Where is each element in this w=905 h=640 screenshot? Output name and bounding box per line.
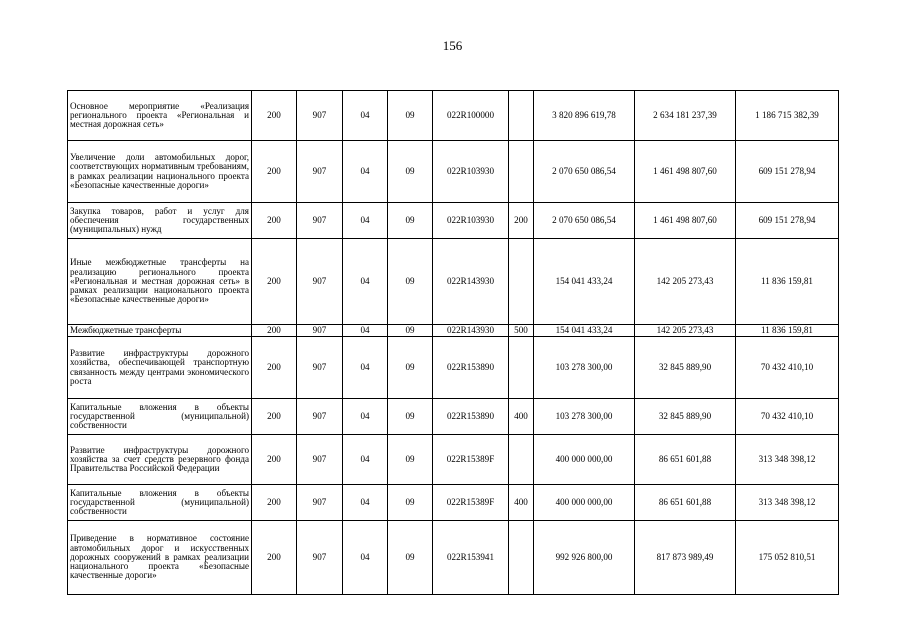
amount-1: 154 041 433,24 bbox=[534, 325, 635, 337]
budget-table bbox=[67, 90, 839, 595]
amount-2: 86 651 601,88 bbox=[635, 485, 736, 521]
amount-3: 70 432 410,10 bbox=[736, 337, 839, 399]
table-row bbox=[68, 337, 839, 399]
code-e: 022R143930 bbox=[433, 325, 509, 337]
code-f bbox=[509, 435, 534, 485]
code-d: 09 bbox=[388, 141, 433, 203]
code-b: 907 bbox=[297, 325, 343, 337]
code-a: 200 bbox=[252, 521, 297, 595]
amount-2: 817 873 989,49 bbox=[635, 521, 736, 595]
code-c: 04 bbox=[343, 485, 388, 521]
code-f: 500 bbox=[509, 325, 534, 337]
table-row bbox=[68, 91, 839, 141]
code-f bbox=[509, 239, 534, 325]
code-f bbox=[509, 521, 534, 595]
page-number: 156 bbox=[442, 38, 463, 53]
code-b: 907 bbox=[297, 435, 343, 485]
amount-1: 400 000 000,00 bbox=[534, 485, 635, 521]
code-b: 907 bbox=[297, 337, 343, 399]
code-b: 907 bbox=[297, 91, 343, 141]
code-d: 09 bbox=[388, 91, 433, 141]
row-name: Капитальные вложения в объекты государственной (муниципальной) собственности bbox=[68, 399, 252, 435]
code-b: 907 bbox=[297, 485, 343, 521]
code-f: 400 bbox=[509, 485, 534, 521]
code-c: 04 bbox=[343, 239, 388, 325]
code-c: 04 bbox=[343, 435, 388, 485]
code-a: 200 bbox=[252, 203, 297, 239]
table-row bbox=[68, 239, 839, 325]
code-d: 09 bbox=[388, 325, 433, 337]
code-a: 200 bbox=[252, 337, 297, 399]
code-c: 04 bbox=[343, 141, 388, 203]
code-f: 200 bbox=[509, 203, 534, 239]
amount-3: 1 186 715 382,39 bbox=[736, 91, 839, 141]
amount-1: 103 278 300,00 bbox=[534, 337, 635, 399]
table-row bbox=[68, 435, 839, 485]
code-d: 09 bbox=[388, 337, 433, 399]
amount-3: 313 348 398,12 bbox=[736, 485, 839, 521]
amount-3: 11 836 159,81 bbox=[736, 325, 839, 337]
code-b: 907 bbox=[297, 399, 343, 435]
code-f bbox=[509, 337, 534, 399]
amount-3: 609 151 278,94 bbox=[736, 203, 839, 239]
code-d: 09 bbox=[388, 485, 433, 521]
amount-2: 32 845 889,90 bbox=[635, 399, 736, 435]
code-c: 04 bbox=[343, 325, 388, 337]
amount-2: 32 845 889,90 bbox=[635, 337, 736, 399]
amount-2: 1 461 498 807,60 bbox=[635, 141, 736, 203]
table-row bbox=[68, 399, 839, 435]
code-c: 04 bbox=[343, 91, 388, 141]
code-a: 200 bbox=[252, 91, 297, 141]
code-e: 022R15389F bbox=[433, 485, 509, 521]
code-e: 022R143930 bbox=[433, 239, 509, 325]
code-d: 09 bbox=[388, 435, 433, 485]
amount-1: 2 070 650 086,54 bbox=[534, 203, 635, 239]
amount-1: 154 041 433,24 bbox=[534, 239, 635, 325]
row-name: Приведение в нормативное состояние автомобильных дорог и искусственных дорожных сооружений в рамках реализации национального проекта «Безопасные качественные дороги» bbox=[68, 521, 252, 595]
code-e: 022R103930 bbox=[433, 203, 509, 239]
amount-1: 992 926 800,00 bbox=[534, 521, 635, 595]
code-c: 04 bbox=[343, 521, 388, 595]
row-name: Развитие инфраструктуры дорожного хозяйства, обеспечивающей транспортную связанность между центрами экономического роста bbox=[68, 337, 252, 399]
code-b: 907 bbox=[297, 239, 343, 325]
code-b: 907 bbox=[297, 141, 343, 203]
code-d: 09 bbox=[388, 399, 433, 435]
amount-2: 2 634 181 237,39 bbox=[635, 91, 736, 141]
code-d: 09 bbox=[388, 239, 433, 325]
code-c: 04 bbox=[343, 399, 388, 435]
table-row bbox=[68, 521, 839, 595]
code-d: 09 bbox=[388, 521, 433, 595]
code-f bbox=[509, 91, 534, 141]
row-name: Закупка товаров, работ и услуг для обеспечения государственных (муниципальных) нужд bbox=[68, 203, 252, 239]
amount-3: 11 836 159,81 bbox=[736, 239, 839, 325]
amount-2: 86 651 601,88 bbox=[635, 435, 736, 485]
code-c: 04 bbox=[343, 203, 388, 239]
amount-1: 103 278 300,00 bbox=[534, 399, 635, 435]
code-a: 200 bbox=[252, 141, 297, 203]
row-name: Основное мероприятие «Реализация регионального проекта «Региональная и местная дорожная сеть» bbox=[68, 91, 252, 141]
amount-2: 142 205 273,43 bbox=[635, 239, 736, 325]
table-row bbox=[68, 485, 839, 521]
code-a: 200 bbox=[252, 399, 297, 435]
amount-3: 609 151 278,94 bbox=[736, 141, 839, 203]
row-name: Увеличение доли автомобильных дорог, соответствующих нормативным требованиям, в рамках реализации национального проекта «Безопасные качественные дороги» bbox=[68, 141, 252, 203]
code-e: 022R153890 bbox=[433, 399, 509, 435]
amount-1: 3 820 896 619,78 bbox=[534, 91, 635, 141]
row-name: Межбюджетные трансферты bbox=[68, 325, 252, 337]
amount-3: 313 348 398,12 bbox=[736, 435, 839, 485]
code-b: 907 bbox=[297, 521, 343, 595]
amount-1: 400 000 000,00 bbox=[534, 435, 635, 485]
amount-3: 175 052 810,51 bbox=[736, 521, 839, 595]
code-f bbox=[509, 141, 534, 203]
table-row bbox=[68, 141, 839, 203]
row-name: Иные межбюджетные трансферты на реализацию регионального проекта «Региональная и местная дорожная сеть» в рамках реализации национального проекта «Безопасные качественные дороги» bbox=[68, 239, 252, 325]
amount-3: 70 432 410,10 bbox=[736, 399, 839, 435]
code-e: 022R103930 bbox=[433, 141, 509, 203]
amount-1: 2 070 650 086,54 bbox=[534, 141, 635, 203]
code-a: 200 bbox=[252, 239, 297, 325]
table-row bbox=[68, 325, 839, 337]
code-c: 04 bbox=[343, 337, 388, 399]
row-name: Капитальные вложения в объекты государственной (муниципальной) собственности bbox=[68, 485, 252, 521]
code-e: 022R153890 bbox=[433, 337, 509, 399]
row-name: Развитие инфраструктуры дорожного хозяйства за счет средств резервного фонда Правительства Российской Федерации bbox=[68, 435, 252, 485]
code-b: 907 bbox=[297, 203, 343, 239]
code-a: 200 bbox=[252, 485, 297, 521]
code-e: 022R15389F bbox=[433, 435, 509, 485]
code-e: 022R100000 bbox=[433, 91, 509, 141]
code-a: 200 bbox=[252, 435, 297, 485]
code-a: 200 bbox=[252, 325, 297, 337]
table-row bbox=[68, 203, 839, 239]
amount-2: 142 205 273,43 bbox=[635, 325, 736, 337]
amount-2: 1 461 498 807,60 bbox=[635, 203, 736, 239]
code-d: 09 bbox=[388, 203, 433, 239]
code-e: 022R153941 bbox=[433, 521, 509, 595]
code-f: 400 bbox=[509, 399, 534, 435]
